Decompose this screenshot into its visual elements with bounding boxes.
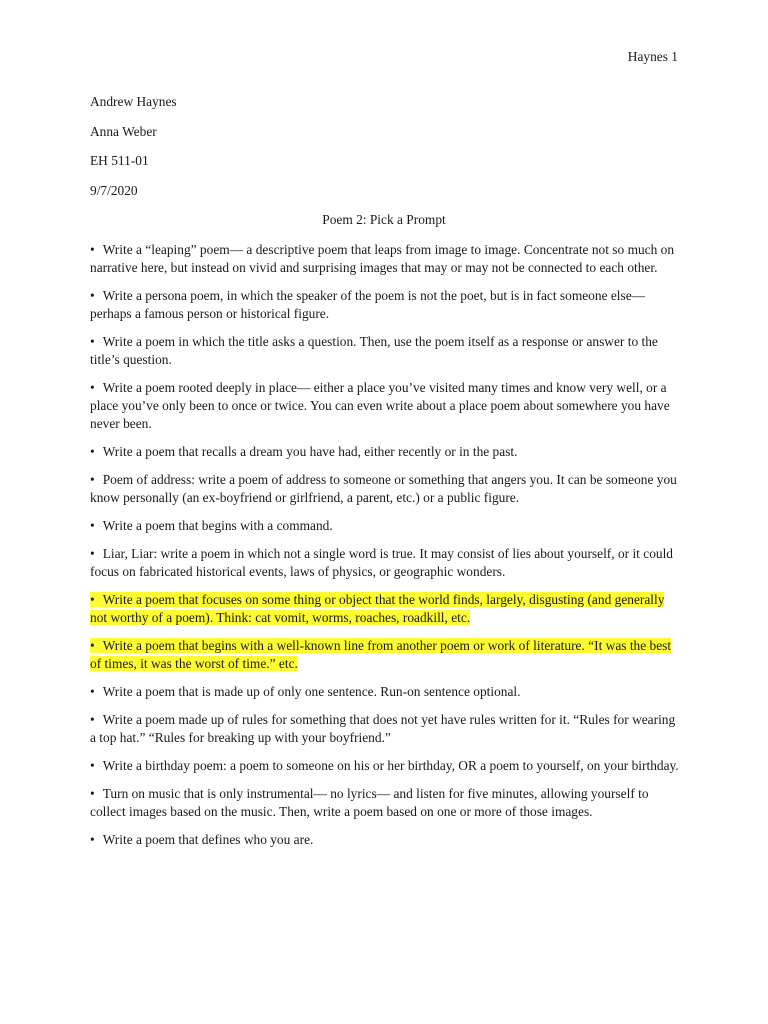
bullet-icon: • [90,832,95,847]
mla-heading [90,93,690,211]
prompt-item [90,785,682,821]
prompt-text: Write a poem that focuses on some thing or object that the world finds, largely, disgusting (and generally not worthy of a poem). Think: cat vomit, worms, roaches, roadkill, etc. [90,592,665,625]
bullet-icon: • [90,684,95,699]
prompt-item [90,287,682,323]
prompt-item-highlighted [90,591,682,627]
prompt-item [90,443,682,461]
prompt-item [90,517,682,535]
document-title: Poem 2: Pick a Prompt [322,212,446,227]
bullet-icon: • [90,242,95,257]
course-code: EH 511-01 [90,153,149,168]
instructor-name: Anna Weber [90,123,157,139]
prompt-text: Write a poem that is made up of only one sentence. Run-on sentence optional. [102,684,521,699]
prompt-text: Write a poem rooted deeply in place— either a place you’ve visited many times and know very well, or a place you’ve only been to once or twice. You can even write about a place poem about somewhere you have never been. [90,380,670,431]
prompt-item [90,757,682,775]
prompt-text: Write a “leaping” poem— a descriptive poem that leaps from image to image. Concentrate not so much on narrative here, but instead on vivid and surprising images that may or may not be connected to each other. [90,242,675,275]
bullet-icon: • [90,334,95,349]
bullet-icon: • [90,712,95,727]
date: 9/7/2020 [90,182,138,198]
bullet-icon: • [90,786,95,801]
prompt-text: Liar, Liar: write a poem in which not a single word is true. It may consist of lies about yourself, or it could focus on fabricated historical events, laws of physics, or geographic wonders. [90,546,673,579]
prompt-item [90,241,682,277]
bullet-icon: • [90,472,95,487]
prompt-item [90,545,682,581]
prompt-text: Write a poem that begins with a command. [102,518,333,533]
highlight-mark [90,592,664,625]
prompt-item-highlighted [90,637,682,673]
prompt-text: Write a poem made up of rules for something that does not yet have rules written for it. “Rules for wearing a top hat.” “Rules for breaking up with your boyfriend.” [90,712,676,745]
prompt-text: Write a persona poem, in which the speaker of the poem is not the poet, but is in fact someone else— perhaps a famous person or historical figure. [90,288,646,321]
prompt-text: Turn on music that is only instrumental— no lyrics— and listen for five minutes, allowing yourself to collect images based on the music. Then, write a poem based on one or more of those images. [90,786,649,819]
prompt-item [90,379,682,433]
running-header: Haynes 1 [627,49,678,64]
prompt-item [90,471,682,507]
prompt-text: Write a poem that defines who you are. [102,832,314,847]
prompt-item [90,831,682,849]
prompt-text: Write a poem in which the title asks a question. Then, use the poem itself as a response or answer to the title’s question. [90,334,658,367]
bullet-icon: • [90,444,95,459]
prompt-text: Write a birthday poem: a poem to someone on his or her birthday, OR a poem to yourself, on your birthday. [102,758,679,773]
bullet-icon: • [90,518,95,533]
student-name: Andrew Haynes [90,94,177,109]
bullet-icon: • [90,758,95,773]
prompt-item [90,333,682,369]
highlight-mark [90,638,671,671]
prompt-text: Write a poem that begins with a well-known line from another poem or work of literature. “It was the best of times, it was the worst of time.” etc. [90,638,672,671]
prompt-item [90,683,682,701]
bullet-icon: • [90,380,95,395]
bullet-icon: • [90,592,95,607]
bullet-icon: • [90,546,95,561]
prompt-text: Write a poem that recalls a dream you have had, either recently or in the past. [102,444,518,459]
prompt-list [90,241,682,859]
bullet-icon: • [90,638,95,653]
prompt-text: Poem of address: write a poem of address to someone or something that angers you. It can be someone you know personally (an ex-boyfriend or girlfriend, a parent, etc.) or a public figure. [90,472,677,505]
prompt-item [90,711,682,747]
bullet-icon: • [90,288,95,303]
